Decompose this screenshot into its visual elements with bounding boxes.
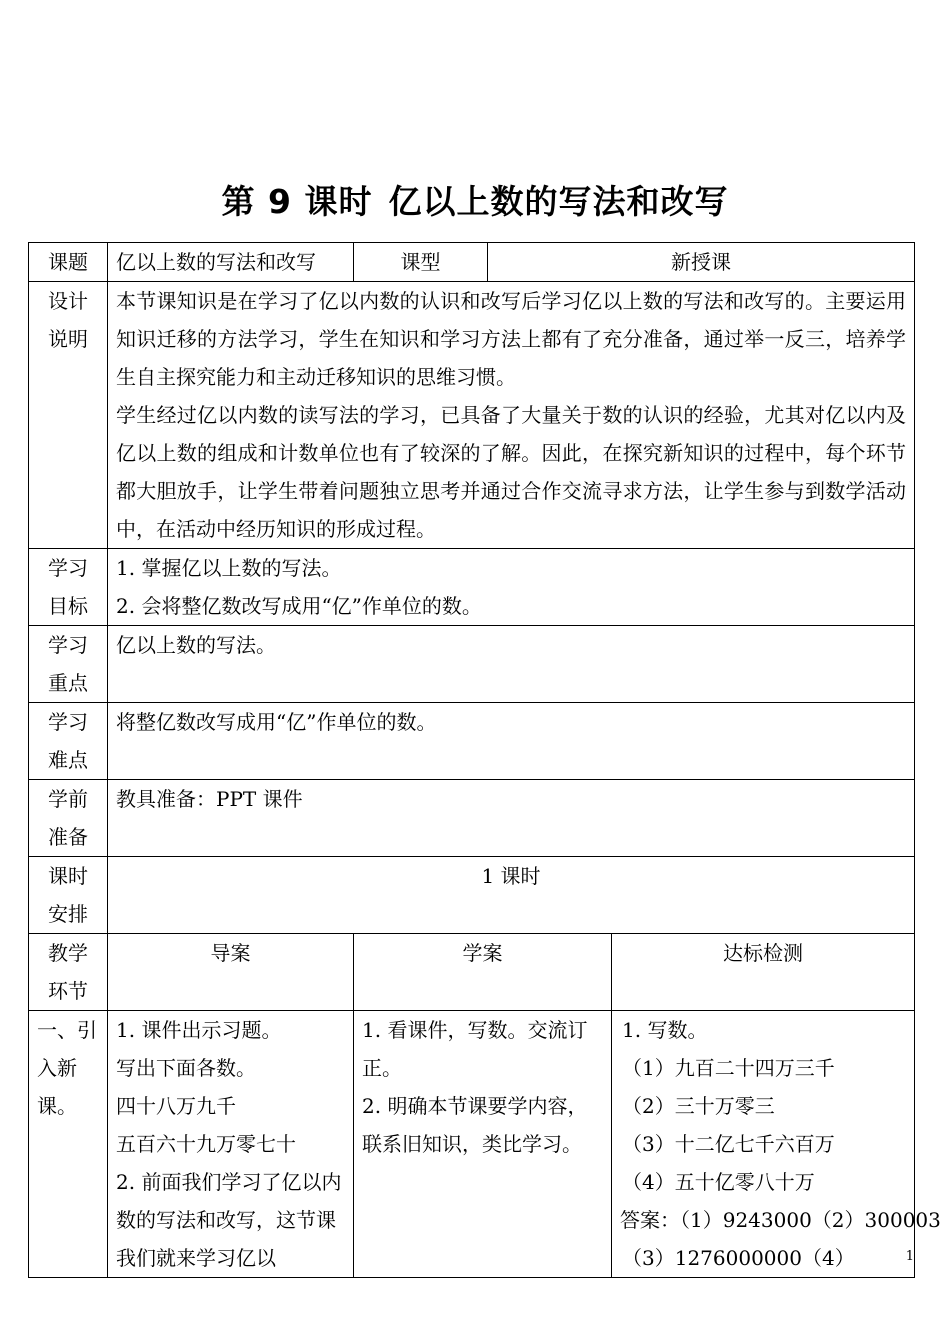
intro-study-cell xyxy=(354,1011,612,1278)
lesson-title: 亿以上数的写法和改写 xyxy=(388,182,729,221)
guide-line: 写出下面各数。 xyxy=(116,1056,256,1080)
schedule-label: 课时安排 xyxy=(29,857,108,934)
lesson-plan-table xyxy=(28,242,941,1278)
guide-line: 五百六十九万零七十 xyxy=(116,1132,296,1156)
column-study: 学案 xyxy=(354,934,612,1011)
check-line: （3）十二亿七千六百万 xyxy=(622,1132,835,1156)
page-number: 1 xyxy=(905,1249,914,1264)
stages-header-row xyxy=(29,934,915,1011)
check-line: （1）九百二十四万三千 xyxy=(622,1056,835,1080)
difficulty-row xyxy=(29,703,915,780)
topic-value: 亿以上数的写法和改写 xyxy=(108,243,354,282)
key-point-row xyxy=(29,626,915,703)
check-line: （4）五十亿零八十万 xyxy=(622,1170,815,1194)
intro-check-cell xyxy=(612,1011,941,1278)
intro-guide-cell xyxy=(108,1011,354,1278)
preparation-value: 教具准备：PPT 课件 xyxy=(108,780,915,857)
intro-row xyxy=(29,1011,915,1278)
key-point-label: 学习重点 xyxy=(29,626,108,703)
difficulty-label: 学习难点 xyxy=(29,703,108,780)
preparation-row xyxy=(29,780,915,857)
intro-stage-label: 一、引入新课。 xyxy=(29,1011,108,1278)
page-title xyxy=(0,180,950,224)
guide-line: 四十八万九千 xyxy=(116,1094,236,1118)
check-line: （3）1276000000（4） xyxy=(622,1246,855,1270)
header-row xyxy=(29,243,915,282)
guide-line: 1. 课件出示习题。 xyxy=(116,1018,282,1042)
design-label: 设计说明 xyxy=(29,282,108,549)
goal-item: 2. 会将整亿数改写成用“亿”作单位的数。 xyxy=(116,594,482,618)
design-row xyxy=(29,282,915,549)
preparation-label: 学前准备 xyxy=(29,780,108,857)
goals-content xyxy=(108,549,915,626)
design-content xyxy=(108,282,915,549)
schedule-value: 1 课时 xyxy=(108,857,915,934)
lesson-number: 第 9 课时 xyxy=(221,182,373,221)
goals-row xyxy=(29,549,915,626)
key-point-value: 亿以上数的写法。 xyxy=(108,626,915,703)
study-line: 2. 明确本节课要学内容，联系旧知识，类比学习。 xyxy=(362,1094,588,1156)
difficulty-value: 将整亿数改写成用“亿”作单位的数。 xyxy=(108,703,915,780)
type-value: 新授课 xyxy=(488,243,915,282)
column-check: 达标检测 xyxy=(612,934,915,1011)
goals-label: 学习目标 xyxy=(29,549,108,626)
design-paragraph: 本节课知识是在学习了亿以内数的认识和改写后学习亿以上数的写法和改写的。主要运用知识迁移的方法学习，学生在知识和学习方法上都有了充分准备，通过举一反三，培养学生自主探究能力和主动迁移知识的思维习惯。 xyxy=(116,289,906,389)
type-label: 课型 xyxy=(354,243,488,282)
check-line: 1. 写数。 xyxy=(622,1018,708,1042)
study-line: 1. 看课件，写数。交流订正。 xyxy=(362,1018,588,1080)
check-line: 答案：（1）9243000（2）300003 xyxy=(620,1208,941,1232)
column-guide: 导案 xyxy=(108,934,354,1011)
check-line: （2）三十万零三 xyxy=(622,1094,775,1118)
stages-label: 教学环节 xyxy=(29,934,108,1011)
goal-item: 1. 掌握亿以上数的写法。 xyxy=(116,556,342,580)
topic-label: 课题 xyxy=(29,243,108,282)
design-paragraph: 学生经过亿以内数的读写法的学习，已具备了大量关于数的认识的经验，尤其对亿以内及亿以上数的组成和计数单位也有了较深的了解。因此，在探究新知识的过程中，每个环节都大胆放手，让学生带着问题独立思考并通过合作交流寻求方法，让学生参与到数学活动中，在活动中经历知识的形成过程。 xyxy=(116,403,906,541)
guide-line: 2. 前面我们学习了亿以内数的写法和改写，这节课我们就来学习亿以 xyxy=(116,1170,342,1270)
schedule-row xyxy=(29,857,915,934)
